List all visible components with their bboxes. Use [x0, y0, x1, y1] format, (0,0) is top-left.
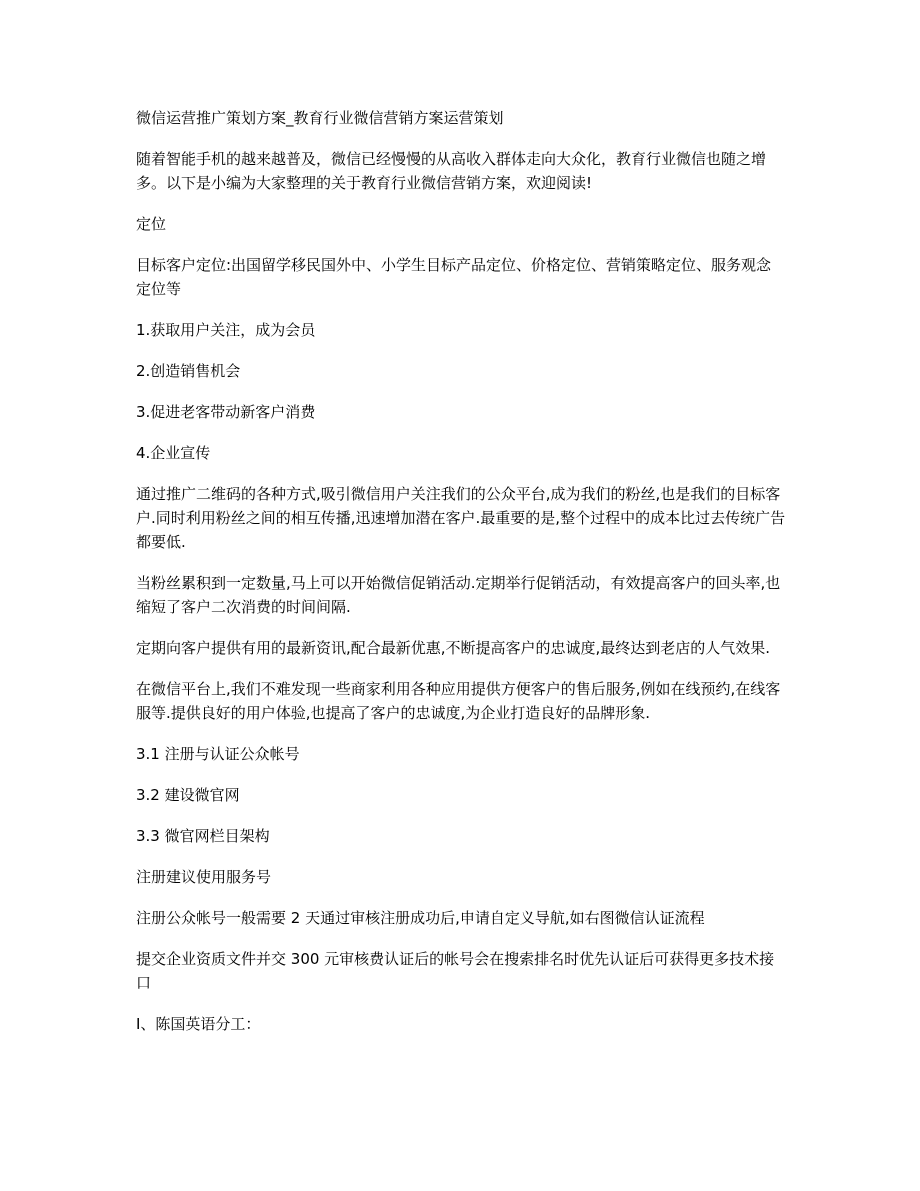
paragraph-registration: 注册公众帐号一般需要 2 天通过审核注册成功后,申请自定义导航,如右图微信认证流程: [136, 909, 705, 927]
list-item-goal-2: 2.创造销售机会: [136, 362, 241, 380]
paragraph-customer-loyalty: 定期向客户提供有用的最新资讯,配合最新优惠,不断提高客户的忠诚度,最终达到老店的人气效果.: [136, 639, 771, 657]
list-item-step-3-1: 3.1 注册与认证公众帐号: [136, 745, 300, 763]
list-item-goal-3: 3.促进老客带动新客户消费: [136, 403, 316, 421]
document-title: 微信运营推广策划方案_教育行业微信营销方案运营策划: [136, 109, 504, 127]
paragraph-division: I、陈国英语分工：: [136, 1015, 261, 1033]
list-item-step-3-3: 3.3 微官网栏目架构: [136, 827, 270, 845]
paragraph-service-account: 注册建议使用服务号: [136, 868, 272, 886]
paragraph-intro: 随着智能手机的越来越普及，微信已经慢慢的从高收入群体走向大众化，教育行业微信也随之增多。以下是小编为大家整理的关于教育行业微信营销方案，欢迎阅读!: [136, 150, 767, 192]
paragraph-target-positioning: 目标客户定位:出国留学移民国外中、小学生目标产品定位、价格定位、营销策略定位、服务观念定位等: [136, 256, 772, 298]
paragraph-after-sales: 在微信平台上,我们不难发现一些商家利用各种应用提供方便客户的售后服务,例如在线预约,在线客服等.提供良好的用户体验,也提高了客户的忠诚度,为企业打造良好的品牌形象.: [136, 680, 781, 722]
list-item-step-3-2: 3.2 建设微官网: [136, 786, 240, 804]
section-heading-positioning: 定位: [136, 215, 167, 233]
paragraph-sales-activity: 当粉丝累积到一定数量,马上可以开始微信促销活动.定期举行促销活动，有效提高客户的回头率,也缩短了客户二次消费的时间间隔.: [136, 574, 781, 616]
paragraph-certification: 提交企业资质文件并交 300 元审核费认证后的帐号会在搜索排名时优先认证后可获得更多技术接口: [136, 950, 775, 992]
document-body: [136, 106, 786, 1053]
list-item-goal-1: 1.获取用户关注，成为会员: [136, 321, 316, 339]
list-item-goal-4: 4.企业宣传: [136, 444, 211, 462]
paragraph-promotion: 通过推广二维码的各种方式,吸引微信用户关注我们的公众平台,成为我们的粉丝,也是我们的目标客户.同时利用粉丝之间的相互传播,迅速增加潜在客户.最重要的是,整个过程中的成本比过去传统广告都要低.: [136, 485, 786, 551]
